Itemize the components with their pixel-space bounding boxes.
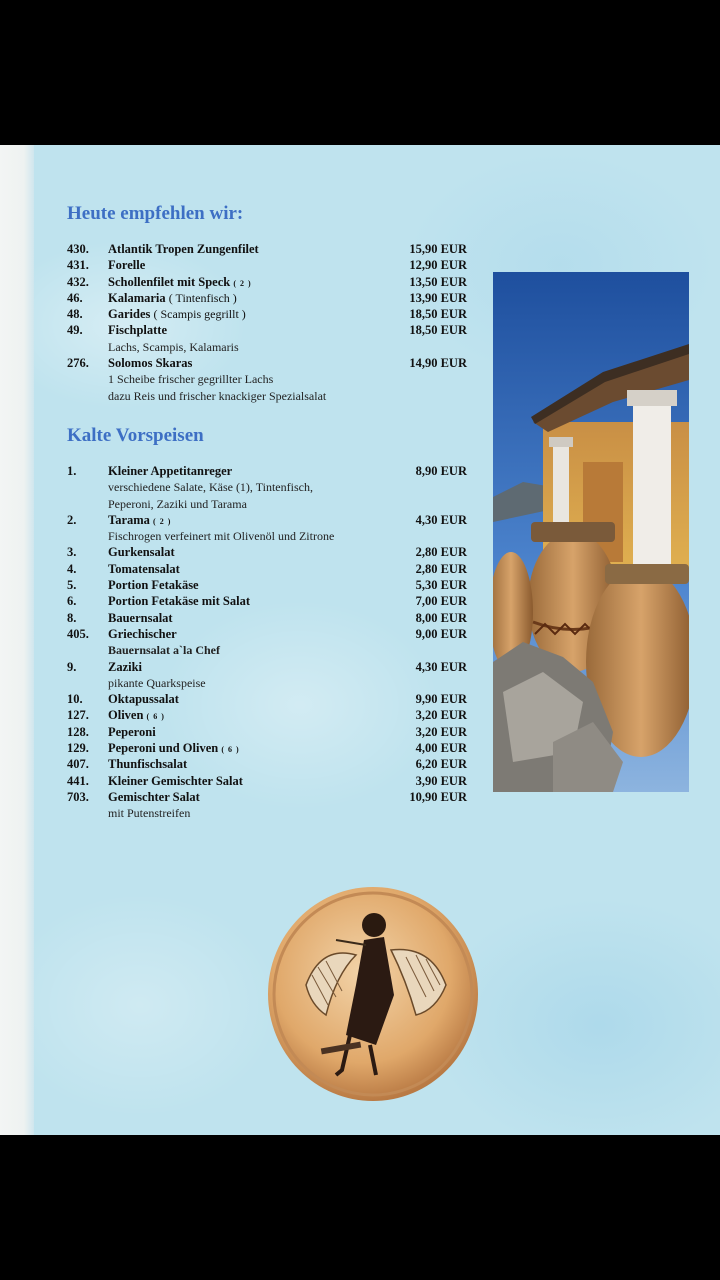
item-name-wrapper [108,241,259,257]
item-description-row [67,371,467,387]
item-name-wrapper [108,691,179,707]
item-price: 4,00 EUR [415,741,467,756]
menu-item [67,274,467,290]
item-name-wrapper [108,306,246,322]
menu-item [67,789,467,805]
menu-item [67,355,467,371]
menu-item [67,290,467,306]
item-name-wrapper [108,610,173,626]
menu-item [67,691,467,707]
item-number: 431. [67,258,89,273]
item-description-row [67,642,467,658]
menu-item [67,544,467,560]
item-name: Solomos Skaras [108,356,193,371]
item-price: 4,30 EUR [415,659,467,674]
item-price: 6,20 EUR [415,757,467,772]
item-name-wrapper [108,593,250,609]
menu-item [67,257,467,273]
item-number: 5. [67,578,77,593]
item-description-row [67,805,467,821]
item-number: 48. [67,307,83,322]
item-price: 5,30 EUR [415,578,467,593]
item-name: Gurkensalat [108,545,175,560]
item-name: Portion Fetakäse mit Salat [108,594,250,609]
item-name: Forelle [108,258,146,273]
item-name: Oliven [108,708,144,723]
item-price: 18,50 EUR [409,307,467,322]
section-title-recommendations: Heute empfehlen wir: [67,203,244,224]
item-name: Kleiner Appetitanreger [108,464,233,478]
item-description: verschiedene Salate, Käse (1), Tintenfisch, [108,480,313,495]
menu-item [67,306,467,322]
item-price: 10,90 EUR [409,789,467,804]
item-number: 10. [67,692,83,707]
item-number: 129. [67,741,89,756]
menu-item [67,463,467,479]
item-price: 2,80 EUR [415,561,467,576]
item-name: Zaziki [108,659,143,674]
item-price: 14,90 EUR [409,356,467,371]
item-number: 441. [67,773,89,788]
menu-item [67,322,467,338]
item-description: Fischrogen verfeinert mit Olivenöl und Zitrone [108,529,335,544]
item-name: Peperoni und Oliven [108,741,219,756]
item-name-wrapper [108,577,199,593]
item-price: 9,90 EUR [415,692,467,707]
item-name: Griechischer [108,626,177,641]
item-name-wrapper [108,463,232,479]
item-description-row [67,339,467,355]
item-price: 2,80 EUR [415,545,467,560]
item-price: 3,20 EUR [415,724,467,739]
item-description-row [67,479,467,495]
item-description-row [67,388,467,404]
item-description: Lachs, Scampis, Kalamaris [108,339,239,354]
item-number: 407. [67,757,89,772]
menu-item [67,626,467,642]
item-price: 13,90 EUR [409,290,467,305]
item-name: Kleiner Gemischter Salat [108,773,243,788]
item-name: Schollenfilet mit Speck [108,274,231,289]
menu-item [67,707,467,723]
item-name: Portion Fetakäse [108,578,199,593]
item-price: 8,00 EUR [415,610,467,625]
item-name-wrapper [108,789,200,805]
recommendations-list [67,241,467,404]
item-name-wrapper [108,626,177,642]
item-price: 7,00 EUR [415,594,467,609]
item-number: 405. [67,626,89,641]
item-name-wrapper [108,756,187,772]
menu-item [67,740,467,756]
item-number: 128. [67,724,89,739]
knossos-ruins-photo [493,272,689,792]
item-name: Thunfischsalat [108,757,188,772]
item-price: 8,90 EUR [415,464,467,478]
item-name: Peperoni [108,724,156,739]
item-price: 12,90 EUR [409,258,467,273]
ruins-illustration [493,272,689,792]
cold-starters-list [67,463,467,822]
item-number: 9. [67,659,77,674]
item-price: 13,50 EUR [409,274,467,289]
item-price: 4,30 EUR [415,512,467,527]
item-number: 276. [67,356,89,371]
item-number: 46. [67,290,83,305]
menu-item [67,756,467,772]
plate-illustration [266,885,480,1103]
item-price: 15,90 EUR [409,242,467,256]
item-name: Garides [108,307,151,322]
item-name-wrapper [108,561,180,577]
item-number: 6. [67,594,77,609]
menu-item [67,593,467,609]
item-name-wrapper [108,257,145,273]
item-name-wrapper [108,355,192,371]
item-name: Gemischter Salat [108,789,200,804]
item-description: pikante Quarkspeise [108,675,206,690]
item-name: Oktapussalat [108,692,179,707]
item-description: Bauernsalat a`la Chef [108,643,220,658]
allergen-marker: ( 2 ) [153,516,172,526]
item-description: dazu Reis und frischer knackiger Spezialsalat [108,388,327,403]
item-number: 49. [67,323,83,338]
allergen-marker: ( 6 ) [221,745,240,755]
item-description: Peperoni, Zaziki und Tarama [108,496,247,511]
section-title-cold-starters: Kalte Vorspeisen [67,425,204,446]
item-number: 127. [67,708,89,723]
item-description: 1 Scheibe frischer gegrillter Lachs [108,372,274,387]
item-name: Kalamaria [108,290,166,305]
item-number: 8. [67,610,77,625]
item-note: ( Tintenfisch ) [168,290,237,305]
greek-plate-painting [266,885,480,1103]
item-name-wrapper [108,773,243,789]
menu-item [67,561,467,577]
item-number: 1. [67,464,77,478]
menu-item [67,724,467,740]
item-name-wrapper [108,290,237,306]
item-name-wrapper [108,322,167,338]
item-name: Tarama [108,512,150,527]
allergen-marker: ( 2 ) [233,278,252,288]
item-description-row [67,675,467,691]
item-name: Fischplatte [108,323,168,338]
item-price: 3,90 EUR [415,773,467,788]
item-name: Bauernsalat [108,610,173,625]
menu-item [67,773,467,789]
item-number: 2. [67,512,77,527]
item-price: 18,50 EUR [409,323,467,338]
item-name-wrapper [108,724,156,740]
item-number: 4. [67,561,77,576]
allergen-marker: ( 6 ) [146,712,165,722]
item-description-row [67,528,467,544]
menu-page [0,145,720,1135]
menu-item [67,610,467,626]
item-description-row [67,496,467,512]
menu-item [67,577,467,593]
item-description: mit Putenstreifen [108,806,191,821]
item-name: Tomatensalat [108,561,180,576]
menu-item [67,659,467,675]
item-price: 9,00 EUR [415,626,467,641]
menu-item [67,241,467,257]
item-price: 3,20 EUR [415,708,467,723]
item-number: 703. [67,789,89,804]
item-number: 432. [67,274,89,289]
item-name-wrapper [108,544,175,560]
item-name-wrapper [108,659,142,675]
item-name: Atlantik Tropen Zungenfilet [108,242,259,256]
item-number: 3. [67,545,77,560]
page-edge [0,145,34,1135]
menu-item [67,512,467,528]
item-note: ( Scampis gegrillt ) [153,307,246,322]
item-number: 430. [67,242,89,256]
